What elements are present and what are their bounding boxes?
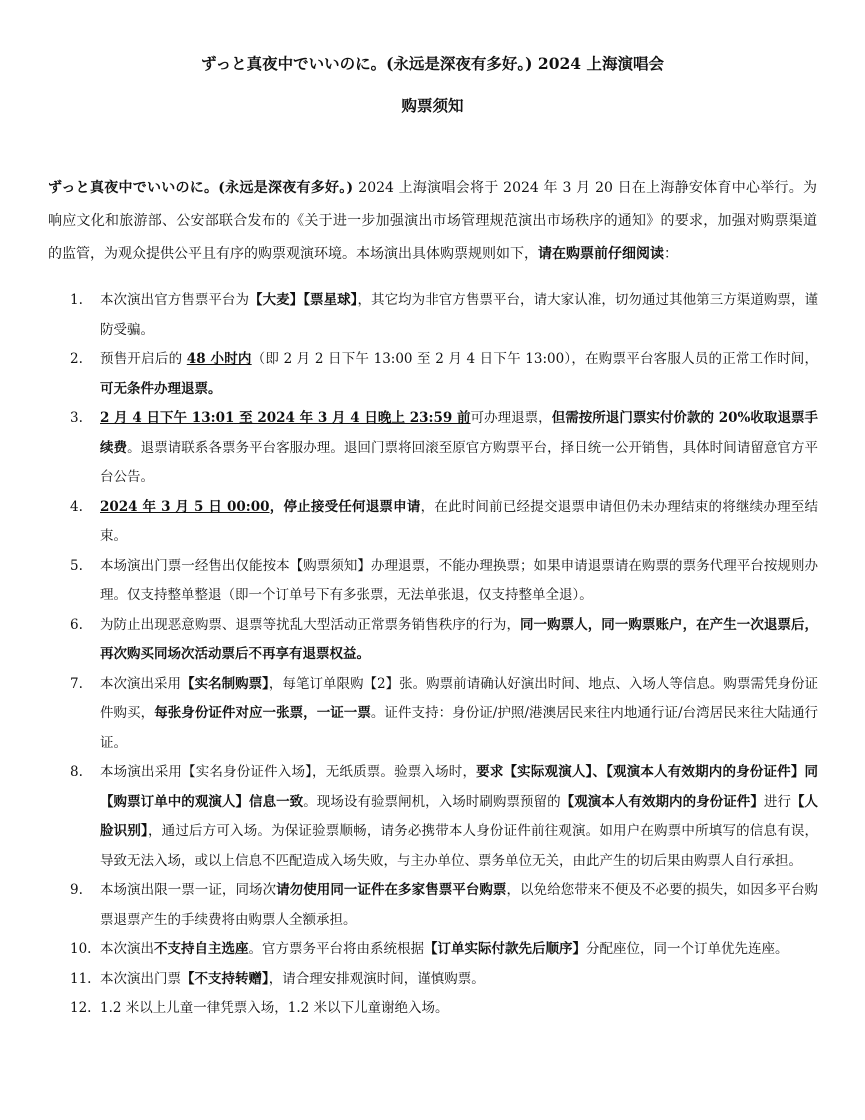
rule-text — [100, 758, 818, 876]
text-segment: 本次演出采用 — [100, 675, 182, 692]
intro-paragraph — [48, 172, 817, 271]
document-title: ずっと真夜中でいいのに。(永远是深夜有多好。) 2024 上海演唱会 — [201, 54, 664, 73]
rule-item — [70, 552, 818, 611]
rule-text — [100, 404, 818, 493]
rule-number: 12. — [70, 1000, 92, 1016]
rule-number: 6. — [70, 616, 83, 633]
text-segment: ずっと真夜中でいいのに。(永远是深夜有多好。) — [48, 180, 359, 196]
rule-number: 11. — [70, 970, 92, 987]
text-segment: 1.2 米以上儿童一律凭票入场，1.2 米以下儿童谢绝入场。 — [100, 1000, 449, 1016]
rule-text — [100, 876, 818, 935]
rule-item — [70, 611, 818, 670]
text-segment: ，每笔订单限购【2】张。购票前请确认好演出时间、地点、入场人等信息。购票需凭身份证件购买， — [100, 675, 819, 721]
rule-item — [70, 286, 818, 345]
text-segment: ，以免给您带来不便及不必要的损失，如因多平台购票退票产生的手续费将由购票人全额承担。 — [100, 882, 819, 928]
rule-number: 10. — [70, 941, 92, 957]
text-segment: 2024 上海演唱会将于 2024 年 3 月 20 日在上海静安体育中心举行。为响应文化和旅游部、公安部联合发布的《关于进一步加强演出市场管理规范演出市场秩序的通知》的要求，加强对购票渠道的监管，为观众提供公平且有序的购票观演环境。本场演出具体购票规则如下， — [48, 180, 817, 262]
text-segment: ，在此时间前已经提交退票申请但仍未办理结束的将继续办理至结束。 — [100, 498, 819, 544]
text-segment: （即 2 月 2 日下午 13:00 至 2 月 4 日下午 13:00），在购票平台客服人员的正常工作时间， — [251, 351, 818, 367]
text-segment: 可无条件办理退票。 — [100, 380, 222, 397]
text-segment: 为防止出现恶意购票、退票等扰乱大型活动正常票务销售秩序的行为， — [100, 616, 520, 633]
rule-number: 1. — [70, 292, 83, 308]
text-segment: 48 小时内 — [186, 351, 252, 367]
text-segment: 本场演出采用【实名身份证件入场】，无纸质票。验票入场时， — [100, 764, 477, 780]
rule-number: 7. — [70, 675, 83, 692]
text-segment: 本场演出门票一经售出仅能按本【购票须知】办理退票，不能办理换票；如果申请退票请在购票的票务代理平台按规则办理。仅支持整单整退（即一个订单号下有多张票，无法单张退，仅支持整单全退）。 — [100, 557, 818, 603]
text-segment: 【不支持转赠】 — [181, 970, 269, 987]
text-segment: 预售开启后的 — [100, 351, 187, 367]
rule-text — [100, 935, 818, 965]
rules-list — [70, 286, 818, 1024]
rule-item — [70, 965, 818, 995]
rule-item — [70, 876, 818, 935]
text-segment: 【实名制购票】 — [181, 675, 269, 692]
text-segment: 2 月 4 日下午 13:01 至 2024 年 3 月 4 日晚上 23:59 前 — [100, 410, 471, 426]
rule-text — [100, 493, 818, 552]
text-segment: 可办理退票， — [470, 410, 552, 426]
text-segment: ，停止接受任何退票申请 — [269, 498, 421, 515]
text-segment: 【大麦】【票星球】 — [249, 292, 358, 308]
rule-text — [100, 965, 818, 995]
document-subtitle: 购票须知 — [401, 96, 464, 115]
rule-item — [70, 994, 818, 1024]
rule-item — [70, 670, 818, 759]
rule-text — [100, 670, 818, 759]
text-segment: 同一购票人，同一购票账户，在产生一次退票后，再次购买同场次活动票后不再享有退票权益。 — [100, 616, 819, 662]
text-segment: 进行 — [763, 793, 791, 810]
rule-number: 9. — [70, 882, 83, 898]
text-segment: 【观演本人有效期内的身份证件】 — [560, 793, 764, 810]
rule-item — [70, 404, 818, 493]
text-segment: 请在购票前仔细阅读 — [538, 246, 664, 262]
rule-text — [100, 611, 818, 670]
text-segment: 。官方票务平台将由系统根据 — [248, 941, 424, 957]
text-segment: 本次演出 — [100, 941, 154, 957]
rule-item — [70, 758, 818, 876]
text-segment: 本次演出门票 — [100, 970, 181, 987]
text-segment: 本次演出官方售票平台为 — [100, 292, 250, 308]
rule-item — [70, 493, 818, 552]
text-segment: 2024 年 3 月 5 日 00:00 — [100, 498, 270, 515]
text-segment: 每张身份证件对应一张票，一证一票 — [154, 705, 371, 721]
rule-item — [70, 345, 818, 404]
rule-number: 2. — [70, 351, 83, 367]
text-segment: 本场演出限一票一证，同场次 — [100, 882, 277, 898]
text-segment: 但需按所退门票实付价款的 20%收取退票手续费 — [100, 410, 818, 456]
text-segment: ，请合理安排观演时间，谨慎购票。 — [268, 970, 485, 987]
rule-text — [100, 345, 818, 404]
text-segment: 不支持自主选座 — [154, 941, 249, 957]
rule-number: 4. — [70, 498, 83, 515]
rule-number: 3. — [70, 410, 83, 426]
text-segment: 。证件支持：身份证/护照/港澳居民来往内地通行证/台湾居民来往大陆通行证。 — [100, 705, 819, 751]
rule-number: 8. — [70, 764, 83, 780]
text-segment: ： — [664, 246, 678, 262]
rule-text — [100, 552, 818, 611]
rule-text — [100, 286, 818, 345]
text-segment: 【订单实际付款先后顺序】 — [424, 941, 586, 957]
rule-text — [100, 994, 818, 1024]
text-segment: 分配座位，同一个订单优先连座。 — [586, 941, 789, 957]
rule-item — [70, 935, 818, 965]
text-segment: 要求【实际观演人】、【观演本人有效期内的身份证件】同【购票订单中的观演人】信息一致 — [100, 764, 819, 810]
text-segment: 【人脸识别】 — [100, 793, 819, 839]
text-segment: ，通过后方可入场。为保证验票顺畅，请务必携带本人身份证件前往观演。如用户在购票中所填写的信息有误，导致无法入场，或以上信息不匹配造成入场失败，与主办单位、票务单位无关，由此产生的切后果由购票人自行承担。 — [100, 823, 819, 869]
text-segment: 。现场设有验票闸机，入场时刷购票预留的 — [303, 793, 561, 810]
rule-number: 5. — [70, 557, 83, 574]
text-segment: 。退票请联系各票务平台客服办理。退回门票将回滚至原官方购票平台，择日统一公开销售，具体时间请留意官方平台公告。 — [100, 439, 819, 485]
text-segment: 请勿使用同一证件在多家售票平台购票 — [276, 882, 507, 898]
text-segment: ，其它均为非官方售票平台，请大家认准，切勿通过其他第三方渠道购票，谨防受骗。 — [100, 292, 819, 338]
